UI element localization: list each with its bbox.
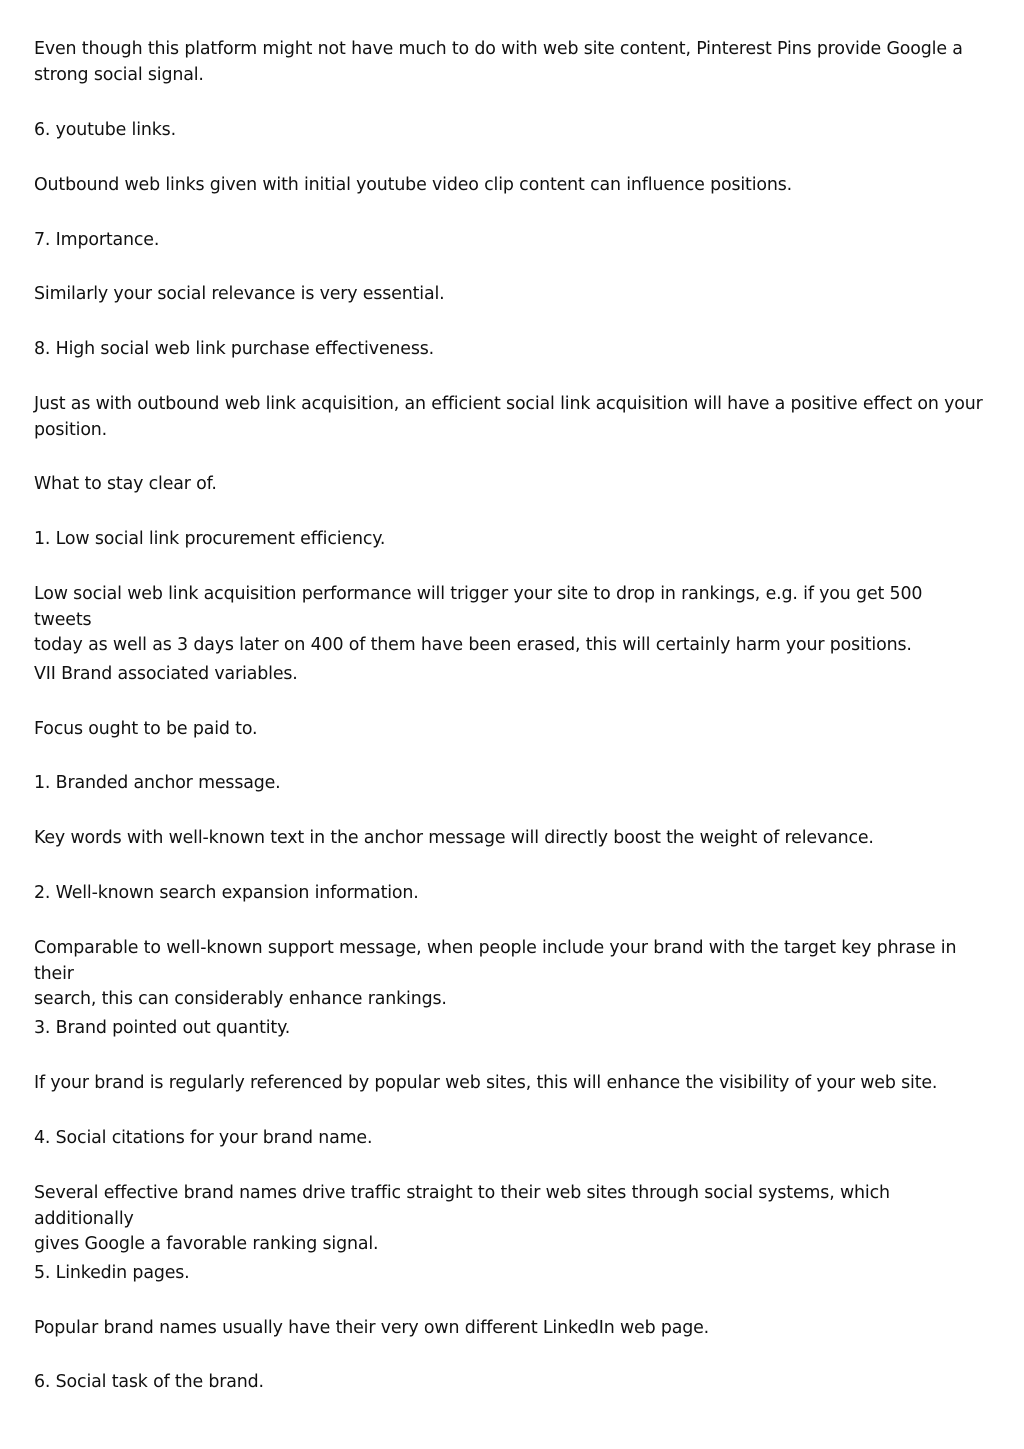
heading-low-social-link-efficiency: 1. Low social link procurement efficiency. (34, 529, 386, 549)
heading-what-to-avoid: What to stay clear of. (34, 474, 217, 494)
paragraph-pinterest-signal: Even though this platform might not have much to do with web site content, Pinterest Pins provide Google a strong social signal. (34, 39, 963, 85)
heading-social-citations: 4. Social citations for your brand name. (34, 1128, 373, 1148)
paragraph-link-acquisition: Just as with outbound web link acquisition, an efficient social link acquisition will have a positive effect on your position. (34, 394, 983, 440)
paragraph-low-social-performance: Low social web link acquisition performance will trigger your site to drop in rankings, e.g. if you get 500 tweets today as well as 3 days later on 400 of them have been erased, this will certainly harm your positions. (34, 584, 923, 655)
paragraph-social-relevance: Similarly your social relevance is very essential. (34, 284, 445, 304)
heading-brand-variables: VII Brand associated variables. (34, 664, 298, 684)
paragraph-outbound-links: Outbound web links given with initial youtube video clip content can influence positions. (34, 175, 793, 195)
heading-brand-quantity: 3. Brand pointed out quantity. (34, 1018, 291, 1038)
heading-youtube-links: 6. youtube links. (34, 120, 176, 140)
heading-social-task: 6. Social task of the brand. (34, 1372, 264, 1392)
heading-importance: 7. Importance. (34, 230, 160, 250)
paragraph-focus: Focus ought to be paid to. (34, 719, 258, 739)
paragraph-brand-search: Comparable to well-known support message, when people include your brand with the target key phrase in their search, this can considerably enhance rankings. (34, 938, 957, 1009)
heading-branded-anchor: 1. Branded anchor message. (34, 773, 281, 793)
paragraph-brand-references: If your brand is regularly referenced by popular web sites, this will enhance the visibility of your web site. (34, 1073, 938, 1093)
paragraph-linkedin: Popular brand names usually have their very own different LinkedIn web page. (34, 1318, 710, 1338)
heading-high-social-link-effectiveness: 8. High social web link purchase effectiveness. (34, 339, 435, 359)
paragraph-brand-traffic: Several effective brand names drive traffic straight to their web sites through social systems, which additionally gives Google a favorable ranking signal. (34, 1183, 890, 1254)
heading-linkedin-pages: 5. Linkedin pages. (34, 1263, 190, 1283)
heading-search-expansion: 2. Well-known search expansion information. (34, 883, 419, 903)
paragraph-key-words-anchor: Key words with well-known text in the anchor message will directly boost the weight of relevance. (34, 828, 874, 848)
